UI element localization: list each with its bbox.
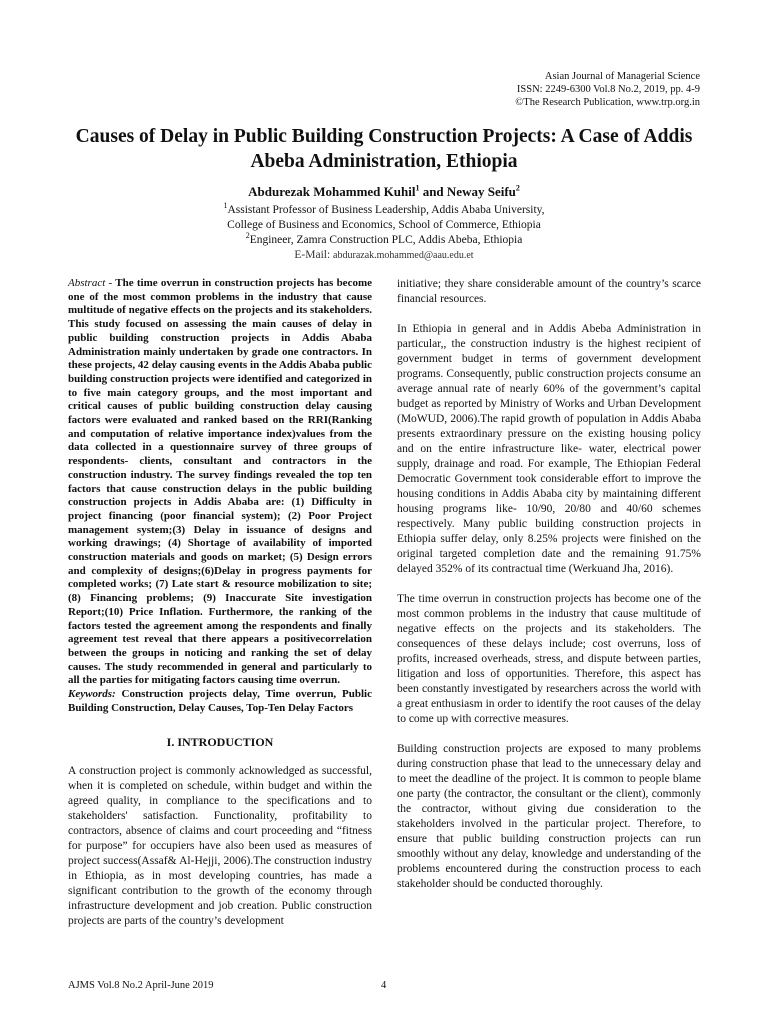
- abstract: [68, 277, 372, 688]
- affiliation-line: $^1$Assistant Professor of Business Leadership, Addis Ababa University,: [223, 201, 545, 216]
- journal-copyright: ©The Research Publication, www.trp.org.in: [515, 97, 700, 108]
- journal-name: Asian Journal of Managerial Science: [544, 71, 700, 82]
- email-line: [0, 248, 768, 263]
- affiliation-line: $^2$Engineer, Zamra Construction PLC, Addis Abeba, Ethiopia: [245, 231, 523, 246]
- author-superscript: 1: [415, 183, 420, 193]
- paragraph: In Ethiopia in general and in Addis Abeba Administration in particular,, the construction industry is the highest recipient of government budget in terms of government development programs. Consequently, public construction projects consume an average annual rate of nearly 60% of the government’s capital budget as reported by Ministry of Works and Urban Development (MoWUD, 2006).The rapid growth of population in Addis Ababa presents extraordinary pressure on the existing housing policy and on the entire infrastructure like- water, electrical power supply, drainage and road. For example, The Ethiopian Federal Democratic Government took considerable effort to improve the housing conditions in Addis Ababa city by maintaining different housing programs like- 10/90, 20/80 and 40/60 schemes respectively. Many public building construction projects in Ethiopia suffer delay, only 8.25% projects were finished on the original targeted completion date and the remaining 91.75% delayed 352% of its contractual time (Werkuand Jha, 2016).: [397, 323, 701, 575]
- paragraph: A construction project is commonly acknowledged as successful, when it is completed on schedule, within budget and within the agreed quality, in compliance to the specifications and to stakeholders' satisfaction. Functionality, profitability to contractors, absence of claims and court proceeding and “fitness for purpose” for occupiers have also been used as measures of project success(Assaf& Al-Hejji, 2006).The construction industry in Ethiopia, as in most developing countries, has made a significant contribution to the growth of the economy through infrastructure development and job creation. Public construction projects are parts of the country’s development: [68, 764, 372, 927]
- abstract-text: The time overrun in construction projects has become one of the most common problems in the industry that cause multitude of negative effects on the projects and its stakeholders. This study focused on assessing the main causes of delay in public building construction projects in Addis Ababa Administration mainly undertaken by grade one contractors. In these projects, 42 delay causing events in the Addis Ababa public building construction projects were identified and categorized in to five main category groups, and the most important and critical causes of public building construction delay causing factors were evaluated and ranked based on the RRI(Ranking and computation of relative importance index)values from the data collected in a questionnaire survey of three groups of respondents- clients, consultant and contractors in the construction industry. The survey findings revealed the top ten factors that cause construction delays in the public building construction projects in Addis Ababa are: (1) Difficulty in project financing (poor financial system); (2) Poor Project management system;(3) Delay in issuance of designs and working drawings; (4) Shortage of availability of imported construction materials and goods on market; (5) Design errors and complexity of designs;(6)Delay in progress payments for completed works; (7) Late start & resource mobilization to site; (8) Financing problems; (9) Inaccurate Site investigation Report;(10) Price Inflation. Furthermore, the ranking of the factors tested the agreement among the respondents and finally agreement test reveal that there appears a positivecorrelation between the groups in noticing and ranking the set of delay causes. The study recommended in general and particularly to all the parties for mitigating factors causing time overrun.: [68, 277, 372, 687]
- journal-issn: ISSN: 2249-6300 Vol.8 No.2, 2019, pp. 4-9: [516, 84, 700, 95]
- keywords-text: Construction projects delay, Time overrun, Public Building Construction, Delay Causes, Top-Ten Delay Factors: [68, 688, 372, 714]
- author-name: Abdurezak Mohammed Kuhil: [248, 184, 416, 199]
- author-conjunction: and: [419, 184, 447, 199]
- affiliation-superscript: 1: [223, 201, 228, 211]
- affiliation-line: College of Business and Economics, School of Commerce, Ethiopia: [227, 219, 541, 231]
- author-superscript: 2: [515, 183, 520, 193]
- paper-title: Causes of Delay in Public Building Construction Projects: A Case of Addis Abeba Administration, Ethiopia: [75, 126, 693, 172]
- journal-header: [515, 70, 700, 109]
- left-column: [68, 277, 372, 929]
- affiliations: [0, 203, 768, 263]
- abstract-label: Abstract -: [68, 277, 113, 289]
- footer-journal: AJMS Vol.8 No.2 April-June 2019: [68, 980, 214, 991]
- paragraph: initiative; they share considerable amount of the country’s scarce financial resources.: [397, 278, 701, 305]
- paragraph: The time overrun in construction projects has become one of the most common problems in the industry that cause multitude of negative effects on the projects and its stakeholders. The consequences of these delays include; cost overruns, loss of profits, increased overheads, stress, and dispute between parties, litigation and loss of opportunities. Therefore, this aspect has been constantly investigated by researchers across the world with a great enthusiasm in order to identify the root causes of the delay to come up with corrective measures.: [397, 593, 701, 725]
- paragraph: Building construction projects are exposed to many problems during construction phase that lead to the unnecessary delay and to meet the deadline of the project. It is common to people blame one party (the contractor, the consultant or the client), commonly the contractor, without giving due consideration to the stakeholders involved in the particular project. Therefore, to ensure that public building construction projects can run smoothly without any delay, knowledge and understanding of the problems encountered during the construction process to each stakeholder should be conducted thoroughly.: [397, 743, 701, 890]
- author-line: [0, 184, 768, 200]
- section-heading: I. INTRODUCTION: [166, 734, 274, 749]
- keywords: [68, 688, 372, 715]
- email-label: E-Mail:: [294, 249, 334, 261]
- email-address[interactable]: abdurazak.mohammed@aau.edu.et: [333, 250, 474, 261]
- affiliation-superscript: 2: [245, 231, 250, 241]
- keywords-label: Keywords:: [68, 688, 116, 701]
- page-number: 4: [381, 980, 387, 991]
- author-name: Neway Seifu: [446, 184, 516, 199]
- right-column: [397, 277, 701, 907]
